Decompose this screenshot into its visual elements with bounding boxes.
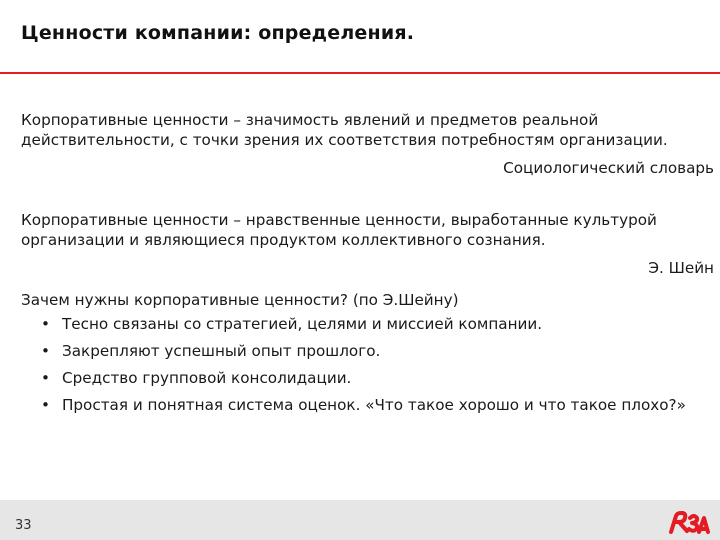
list-item-text: Тесно связаны со стратегией, целями и миссией компании. [62, 315, 543, 333]
list-item [21, 368, 714, 388]
slide-title: Ценности компании: определения. [21, 22, 415, 44]
title-divider [0, 72, 720, 74]
list-item-text: Простая и понятная система оценок. «Что такое хорошо и что такое плохо?» [62, 396, 686, 414]
definition-2-source: Э. Шейн [648, 259, 714, 277]
definition-2-text: Корпоративные ценности – нравственные ценности, выработанные культурой организации и являющиеся продуктом коллективного сознания. [21, 211, 657, 249]
rzd-logo-icon [666, 509, 710, 535]
question-heading: Зачем нужны корпоративные ценности? (по Э.Шейну) [21, 291, 459, 309]
list-item [21, 395, 714, 415]
definition-1-source: Социологический словарь [503, 159, 714, 177]
reasons-list [21, 314, 714, 415]
slide-content [21, 110, 714, 422]
spacer [21, 178, 714, 210]
list-item [21, 341, 714, 361]
definition-1-text: Корпоративные ценности – значимость явлений и предметов реальной действительности, с точки зрения их соответствия потребностям организации. [21, 111, 668, 149]
list-item-text: Закрепляют успешный опыт прошлого. [62, 342, 381, 360]
bullet-icon: • [41, 342, 50, 360]
list-item-text: Средство групповой консолидации. [62, 369, 352, 387]
bullet-icon: • [41, 369, 50, 387]
list-item [21, 314, 714, 334]
slide-footer [0, 500, 720, 540]
bullet-icon: • [41, 396, 50, 414]
bullet-icon: • [41, 315, 50, 333]
page-number: 33 [15, 518, 32, 533]
